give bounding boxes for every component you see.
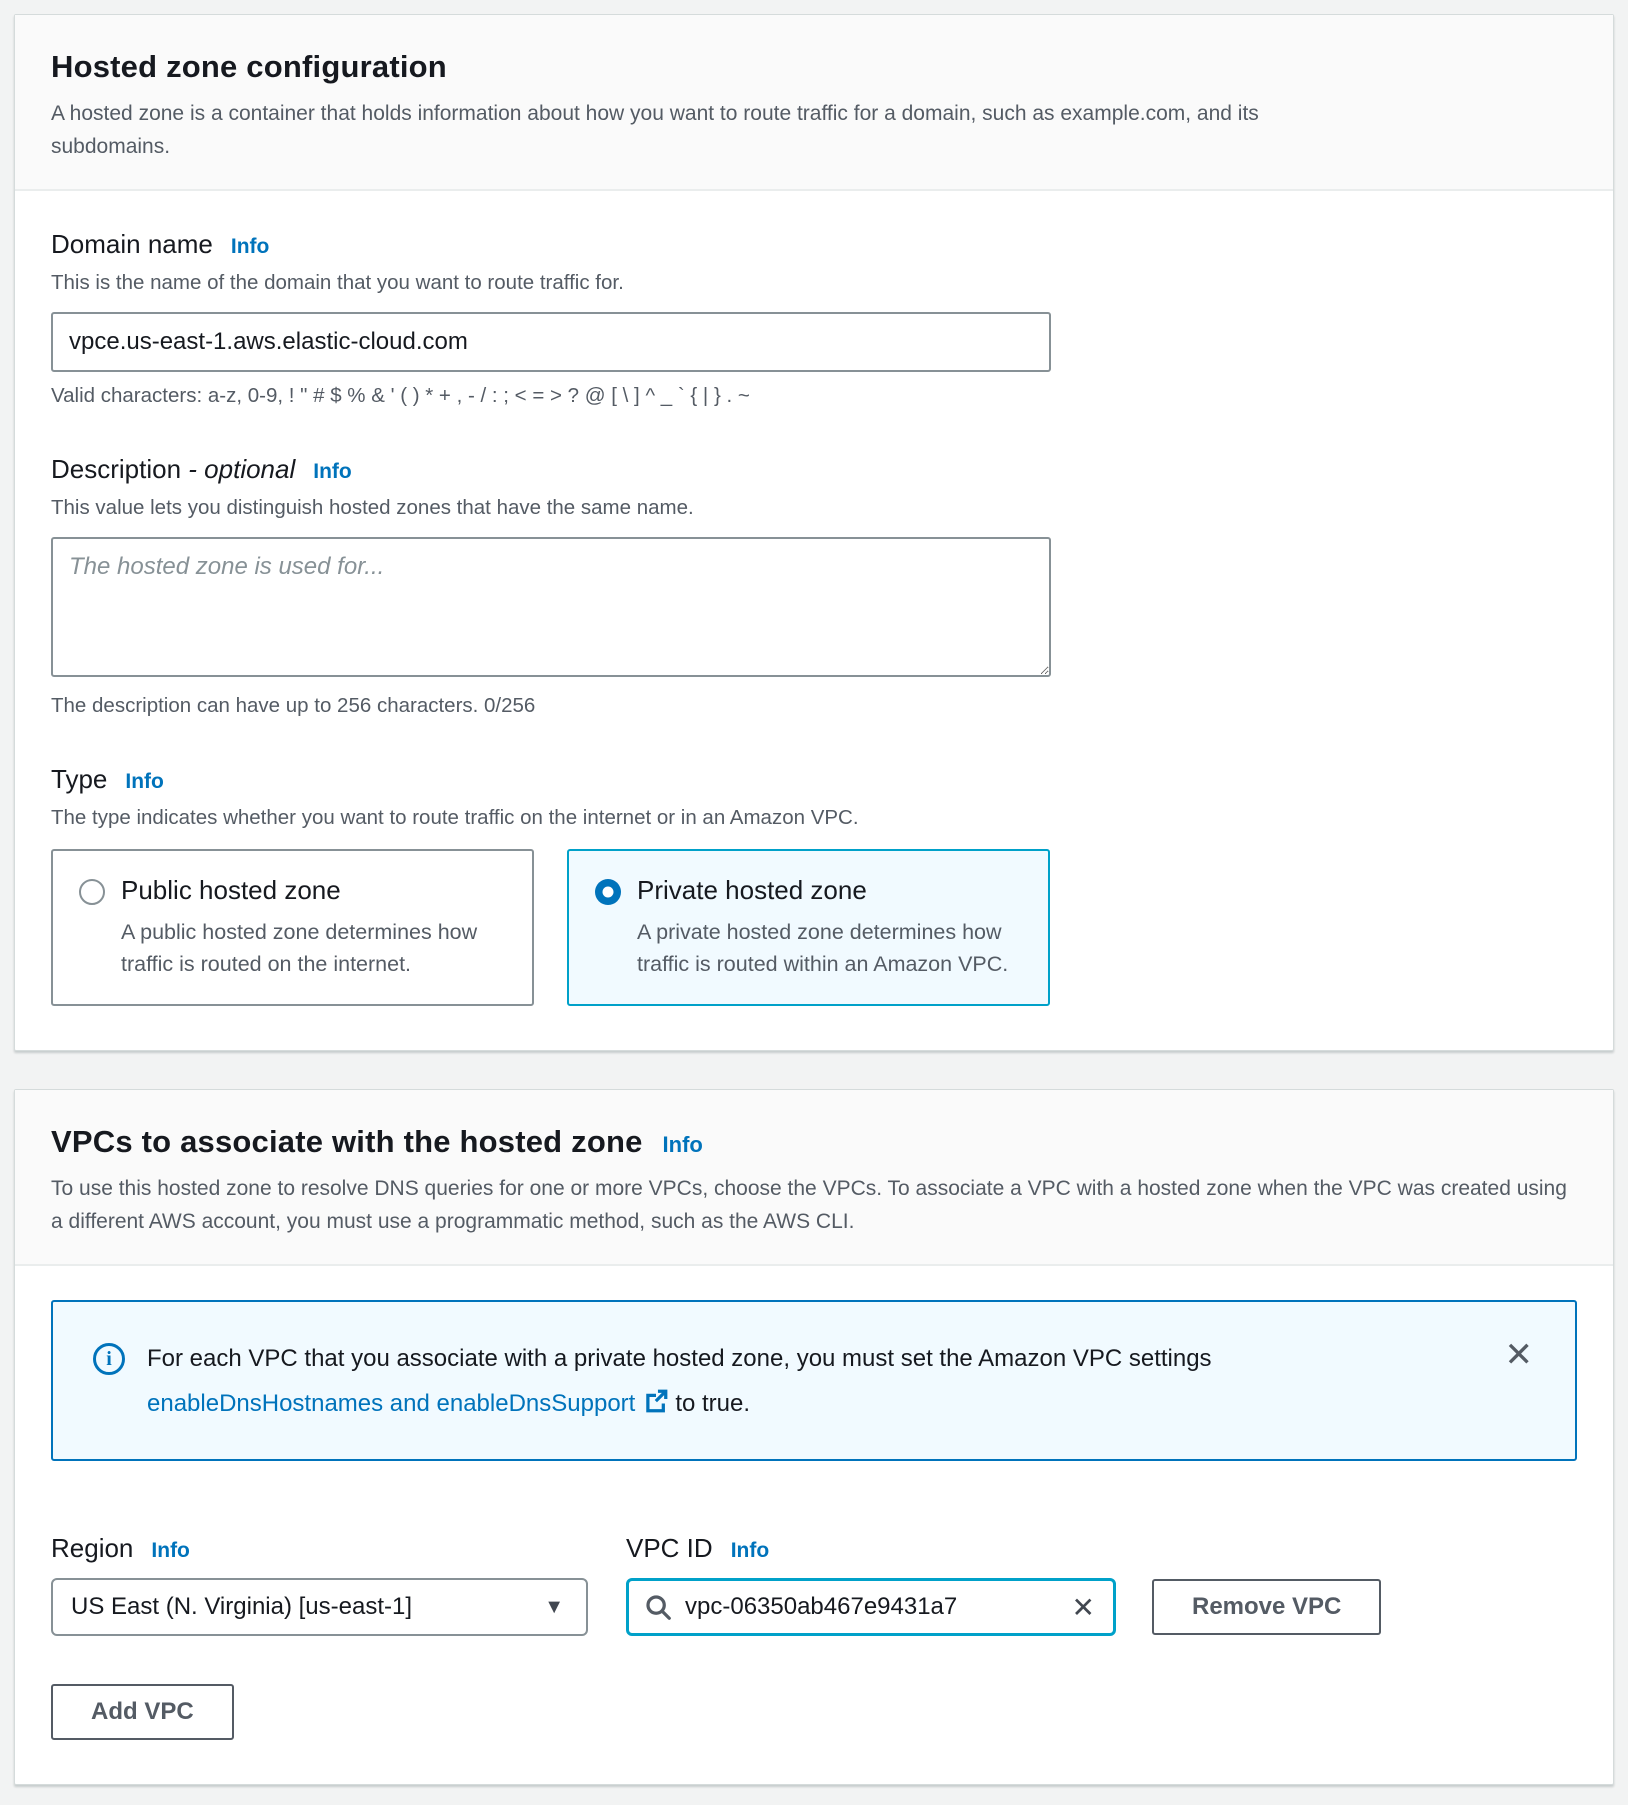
public-hosted-zone-title: Public hosted zone xyxy=(121,875,341,905)
vpc-id-search-field xyxy=(626,1578,1116,1636)
description-group xyxy=(51,454,1577,718)
description-help: This value lets you distinguish hosted zones that have the same name. xyxy=(51,496,694,519)
description-character-hint: The description can have up to 256 characters. 0/256 xyxy=(51,694,536,717)
private-hosted-zone-radio-icon[interactable] xyxy=(595,879,621,905)
region-info-link[interactable]: Info xyxy=(151,1539,190,1562)
domain-valid-characters: Valid characters: a-z, 0-9, ! " # $ % & ' ( ) * + , - / : ; < = > ? @ [ \ ] ^ _ ` { | } . ~ xyxy=(51,384,750,407)
domain-name-input[interactable] xyxy=(51,312,1051,372)
hosted-zone-configuration-header xyxy=(15,15,1613,191)
type-group xyxy=(51,764,1577,1006)
public-hosted-zone-description: A public hosted zone determines how traffic is routed on the internet. xyxy=(121,920,478,976)
description-optional-suffix: - optional xyxy=(188,454,296,484)
hosted-zone-configuration-card xyxy=(14,14,1614,1051)
clear-input-icon[interactable]: ✕ xyxy=(1068,1591,1099,1624)
region-column xyxy=(51,1533,588,1636)
remove-vpc-button[interactable]: Remove VPC xyxy=(1152,1579,1381,1635)
domain-name-info-link[interactable]: Info xyxy=(230,235,270,258)
banner-text: For each VPC that you associate with a private hosted zone, you must set the Amazon VPC settings enableDnsHostnames and enableDnsSupport to true. xyxy=(147,1336,1317,1429)
description-label: Description - optional xyxy=(51,454,296,484)
hosted-zone-configuration-body xyxy=(15,191,1613,1050)
region-label: Region xyxy=(51,1533,134,1563)
private-hosted-zone-title: Private hosted zone xyxy=(637,875,867,905)
public-hosted-zone-option[interactable] xyxy=(51,849,534,1006)
region-select[interactable] xyxy=(51,1578,588,1636)
private-hosted-zone-option[interactable] xyxy=(567,849,1050,1006)
domain-name-help: This is the name of the domain that you want to route traffic for. xyxy=(51,271,624,294)
external-link-icon xyxy=(643,1384,669,1429)
vpc-id-info-link[interactable]: Info xyxy=(730,1539,770,1562)
private-hosted-zone-description: A private hosted zone determines how traffic is routed within an Amazon VPC. xyxy=(637,920,1009,976)
type-radio-cards xyxy=(51,849,1577,1006)
vpc-association-header xyxy=(15,1090,1613,1266)
search-icon xyxy=(643,1592,673,1622)
description-info-link[interactable]: Info xyxy=(313,460,352,483)
info-circle-icon: i xyxy=(93,1343,125,1375)
vpc-association-card xyxy=(14,1089,1614,1785)
vpc-settings-info-banner xyxy=(51,1300,1577,1461)
vpc-id-column xyxy=(626,1533,1116,1636)
chevron-down-icon: ▼ xyxy=(544,1595,564,1618)
vpc-association-title: VPCs to associate with the hosted zone xyxy=(51,1124,643,1159)
vpc-association-body xyxy=(15,1266,1613,1784)
type-help: The type indicates whether you want to route traffic on the internet or in an Amazon VPC. xyxy=(51,806,859,829)
banner-close-icon[interactable]: ✕ xyxy=(1504,1336,1533,1374)
hosted-zone-configuration-description: A hosted zone is a container that holds information about how you want to route traffic for a domain, such as example.com, and its subdomains. xyxy=(51,102,1259,158)
add-vpc-button[interactable]: Add VPC xyxy=(51,1684,234,1740)
vpc-id-input[interactable] xyxy=(685,1593,1068,1621)
vpc-entry-row xyxy=(51,1533,1577,1636)
vpc-association-description: To use this hosted zone to resolve DNS queries for one or more VPCs, choose the VPCs. To associate a VPC with a hosted zone when the VPC was created using a different AWS account, you must use a programmatic method, such as the AWS CLI. xyxy=(51,1177,1567,1233)
vpc-id-label: VPC ID xyxy=(626,1533,713,1563)
domain-name-group xyxy=(51,229,1577,408)
domain-name-label: Domain name xyxy=(51,229,213,259)
vpc-association-info-link[interactable]: Info xyxy=(662,1132,703,1157)
region-select-value: US East (N. Virginia) [us-east-1] xyxy=(71,1593,413,1620)
public-hosted-zone-radio-icon[interactable] xyxy=(79,879,105,905)
description-textarea[interactable] xyxy=(51,537,1051,677)
type-label: Type xyxy=(51,764,108,794)
hosted-zone-configuration-title: Hosted zone configuration xyxy=(51,49,447,84)
type-info-link[interactable]: Info xyxy=(125,770,164,793)
enable-dns-settings-link[interactable]: enableDnsHostnames and enableDnsSupport xyxy=(147,1390,636,1417)
